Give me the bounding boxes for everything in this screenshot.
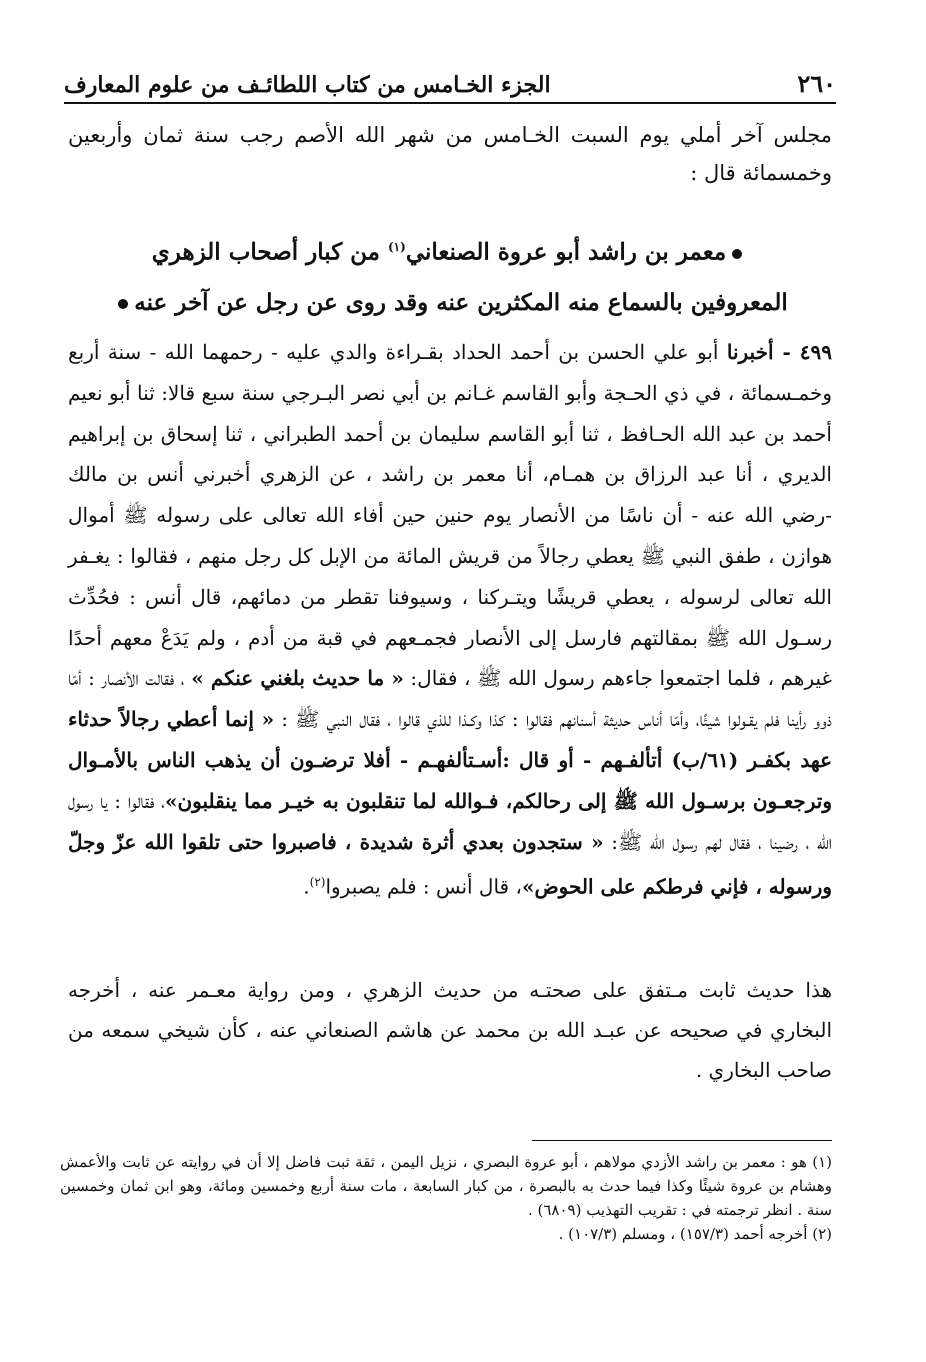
page-header: [64, 60, 836, 104]
hadith-number: ٤٩٩ - أخبرنا: [726, 340, 832, 364]
heading-line-2: [100, 278, 800, 328]
footnote-1: (١) هو : معمر بن راشد الأزدي مولاهم ، أبو عروة البصري ، نزيل اليمن ، ثقة ثبت فاضل إلا أن في روايته عن ثابت والأعمش وهشام بن عروة شيئًا وكذا فيما حدث به بالبصرة ، من كبار السابعة ، مات سنة أربع وخمسين ومائة، وهو ابن ثمان وخمسين سنة . انظر ترجمته في : تقريب التهذيب (٦٨٠٩) .: [60, 1153, 832, 1219]
prophet-quote-3: « ستجدون بعدي أثرة شديدة ، فاصبروا حتى تلقوا الله عزّ وجلّ ورسوله ، فإني فرطكم على الحوض»: [68, 829, 832, 900]
heading-line-1: [100, 222, 800, 278]
heading-text-b: من كبار أصحاب الزهري: [151, 238, 388, 266]
footnotes: [60, 1150, 832, 1246]
footnote-ref-1: (١): [387, 240, 406, 254]
session-intro: مجلس آخر أملي يوم السبت الخـامس من شهر الله الأصم رجب سنة ثمان وأربعين وخمسمائة قال :: [68, 123, 832, 185]
heading-text-a: معمر بن راشد أبو عروة الصنعاني: [405, 238, 727, 266]
hadith-text-2: ، فقالت الأنصار : أمّا ذوو رأينا فلم يقـولوا شيئًا، وأمّا أناس حديثة أسنانهم فقالوا : كذا وكـذا للذي قالوا ، فقال النبي ﷺ :: [68, 666, 832, 732]
hadith-text-4: ، قال أنس : فلم يصبروا: [325, 875, 522, 900]
hadith-text-3: ، فقالوا : يا رسول الله ، رضينا ، فقال لهم رسول الله ﷺ:: [68, 788, 832, 854]
hadith-text-end: .: [303, 875, 310, 900]
bullet-icon: [732, 249, 742, 259]
hadith-text-1: أبو علي الحسن بن أحمد الحداد بقـراءة والدي عليه - رحمهما الله - سنة أربع وخمـسمائة ، في ذي الحـجة وأبو القاسم غـانم بن أبي نصر البـرجي سنة سبع قالا: ثنا أبو نعيم أحمد بن عبد الله الحـافظ ، ثنا أبو القاسم سليمان بن أحمد الطبراني ، ثنا إسحاق بن إبراهيم الديري ، أنا عبد الرزاق بن همـام، أنا معمر بن راشد ، عن الزهري أخبرني أنس بن مالك -رضي الله عنه - أن ناسًا من الأنصار يوم حنين حين أفاء الله تعالى على رسوله ﷺ أموال هوازن ، طفق النبي ﷺ يعطي رجالاً من قريش المائة من الإبل كل رجل منهم ، فقالوا : يغـفر الله تعالى لرسوله ، يعطي قريشًا ويتـركنا ، وسيوفنا تقطر من دمائهم، قال أنس : فحُدِّث رسـول الله ﷺ بمقالتهم فارسل إلى الأنصار فجمـعهم في قبة من أدم ، ولم يَدَعْ معهم أحدًا غيرهم ، فلما اجتمعوا جاءهم رسول الله ﷺ ، فقال:: [68, 340, 832, 691]
footnote-2: (٢) أخرجه أحمد (١٥٧/٣) ، ومسلم (١٠٧/٣) .: [558, 1225, 832, 1243]
author-commentary: هذا حديث ثابت مـتفق على صحتـه من حديث الزهري ، ومن رواية معـمر عنه ، أخرجه البخاري في صحيحه عن عبـد الله بن محمد عن هاشم الصنعاني عنه ، كأن شيخي سمعه من صاحب البخاري .: [68, 978, 832, 1082]
footnote-ref-2: (٢): [309, 875, 326, 890]
hadith-paragraph: [68, 332, 832, 908]
running-title: الجزء الخـامس من كتاب اللطائـف من علوم المعارف: [64, 72, 551, 98]
bullet-icon: [118, 299, 128, 309]
heading-text-c: المعروفين بالسماع منه المكثرين عنه وقد روى عن رجل عن آخر عنه: [134, 288, 788, 316]
prophet-quote-2: « إنما أعطي رجالاً حدثاء عهد بكفـر (٦١/ب) أتألفـهم - أو قال :أسـتألفهـم - أفلا ترضـون أن يذهب الناس بالأمـوال وترجعـون برسـول الله ﷺ إلى رحالكم، فـوالله لما تنقلبون به خيـر مما ينقلبون»: [68, 707, 832, 813]
prophet-quote-1: « ما حديث بلغني عنكم »: [191, 666, 404, 691]
section-heading: [100, 222, 800, 328]
page-number: ٢٦٠: [797, 69, 836, 98]
footnote-separator: [532, 1140, 832, 1141]
